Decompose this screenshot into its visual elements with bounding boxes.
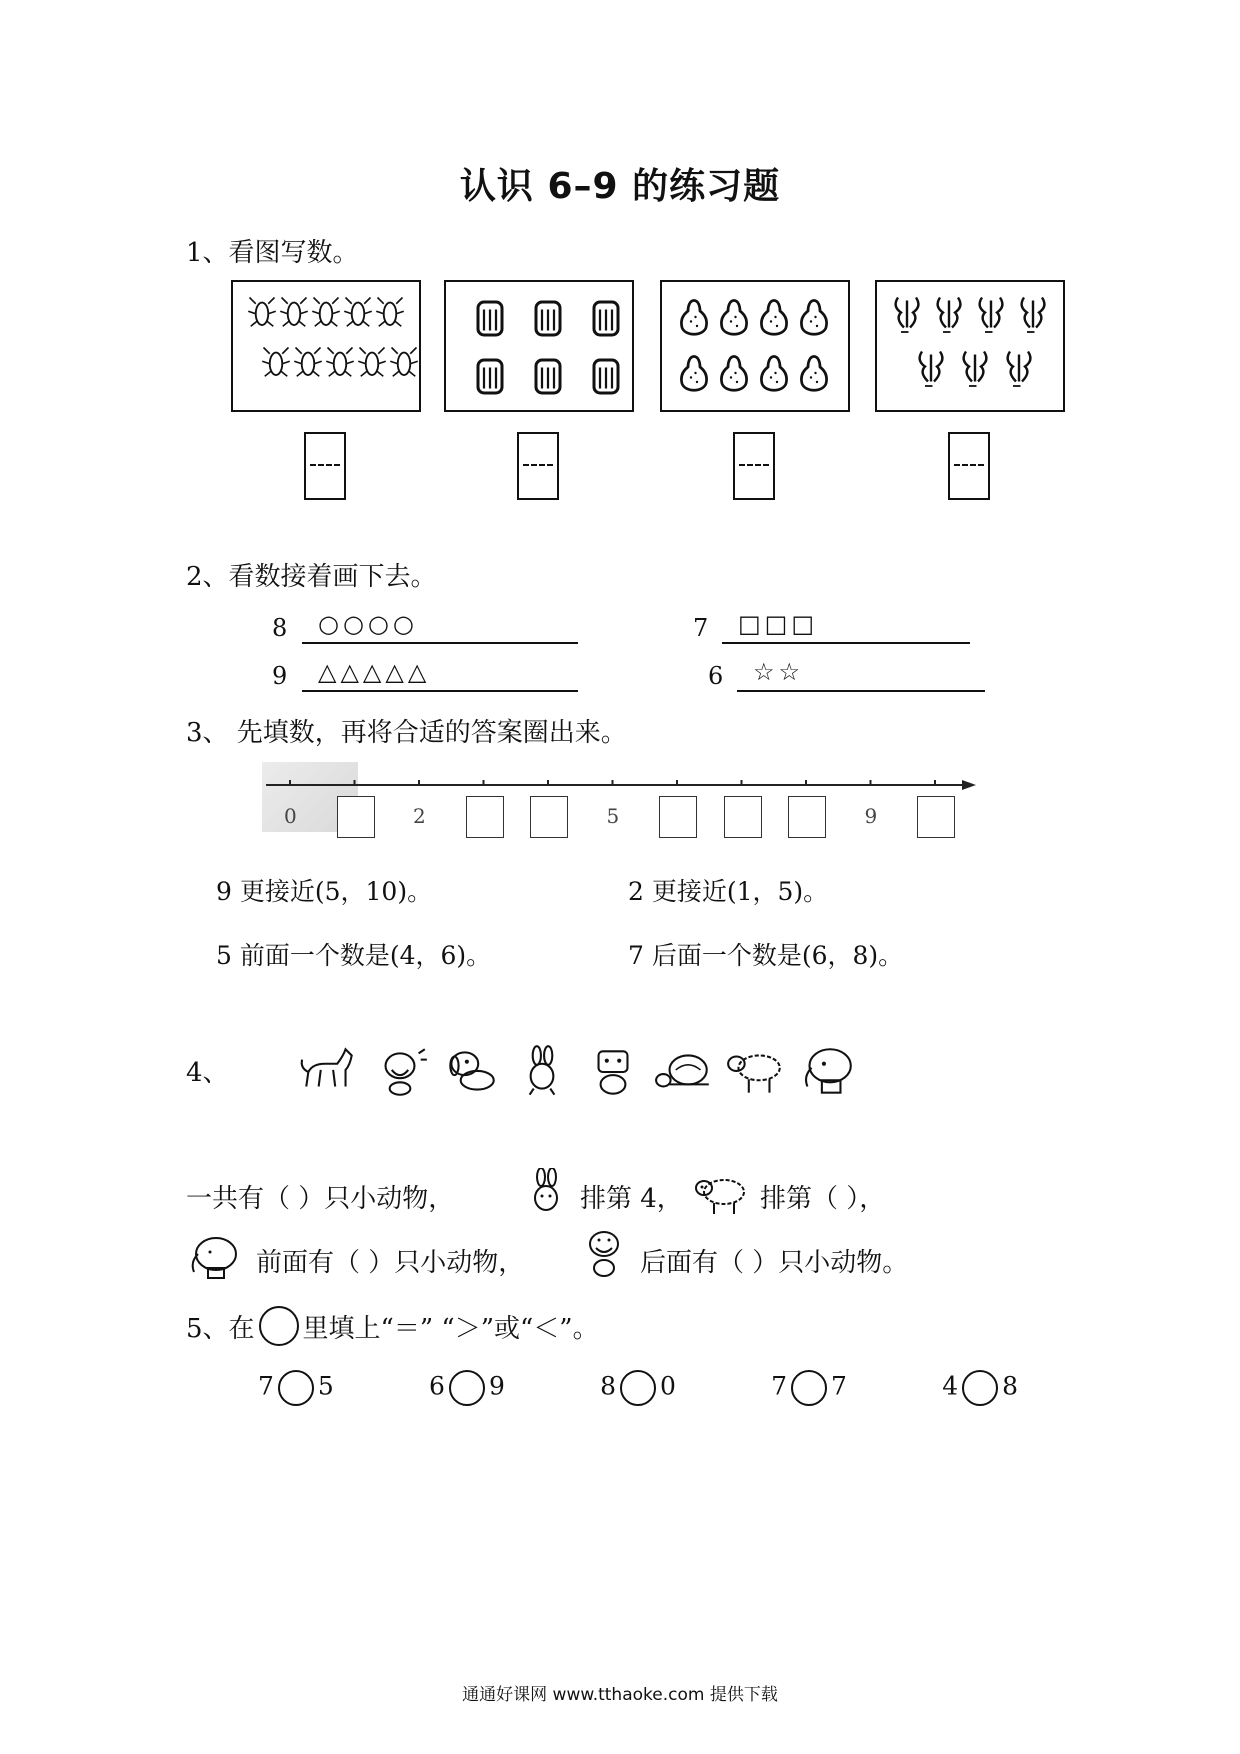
q5-answer-circle-2[interactable] [449, 1370, 485, 1406]
lobster-icon [357, 344, 387, 386]
dog-icon [578, 1222, 630, 1278]
lobster-icon [247, 294, 277, 336]
q5-pair-2 [429, 1370, 505, 1406]
horse-icon [298, 1040, 360, 1104]
q2-label: 2、看数接着画下去。 [186, 562, 437, 592]
turtle-icon [653, 1040, 715, 1104]
backpack-icon [472, 354, 508, 402]
sheep-icon [724, 1040, 786, 1104]
cabbage-icon [957, 344, 993, 392]
q2-num-8: 8 [272, 614, 288, 642]
number-line-label: 2 [413, 804, 426, 828]
q1-answer-box-4[interactable] [948, 432, 990, 500]
q1-answer-box-2[interactable] [517, 432, 559, 500]
pear-icon [676, 352, 712, 400]
q5-answer-circle-1[interactable] [278, 1370, 314, 1406]
lobster-icon [293, 344, 323, 386]
number-line-answer-box[interactable] [724, 796, 762, 838]
cabbage-icon [931, 290, 967, 338]
backpack-icon [588, 354, 624, 402]
backpack-icon [588, 296, 624, 344]
lobster-icon [389, 344, 419, 386]
cabbage-icon [913, 344, 949, 392]
pear-icon [716, 352, 752, 400]
q2-shapes-8: ○○○○ [318, 610, 418, 638]
q5-left-3: 8 [600, 1371, 616, 1401]
pear-icon [756, 352, 792, 400]
cabbage-icon [1015, 290, 1051, 338]
pear-icon [796, 352, 832, 400]
elephant-icon [186, 1232, 242, 1280]
cabbage-icon [1001, 344, 1037, 392]
backpack-icon [530, 296, 566, 344]
q5-label-a: 5、在 [186, 1313, 255, 1344]
cabbage-icon [889, 290, 925, 338]
number-line-answer-box[interactable] [917, 796, 955, 838]
q4-line1-a: 一共有（ ）只小动物， [186, 1184, 455, 1214]
q2-num-6: 6 [708, 662, 724, 690]
q3-item-3: 5 前面一个数是(4，6)。 [216, 941, 492, 970]
pear-icon [676, 296, 712, 344]
lobster-icon [325, 344, 355, 386]
q4-line2-a: 前面有（ ）只小动物， [256, 1248, 525, 1278]
q1-picture-box-2 [444, 280, 634, 412]
number-line-label: 9 [864, 804, 878, 828]
q2-draw-line-7[interactable] [722, 610, 970, 644]
q1-label: 1、看图写数。 [186, 238, 359, 268]
q4-line2-b: 后面有（ ）只小动物。 [640, 1248, 909, 1278]
answer-box-guide [523, 464, 553, 466]
q3-item-4: 7 后面一个数是(6，8)。 [628, 941, 904, 970]
number-line-answer-box[interactable] [530, 796, 568, 838]
rabbit-icon [511, 1040, 573, 1104]
pear-icon [756, 296, 792, 344]
q5-comparisons [258, 1370, 1018, 1406]
q2-draw-line-9[interactable] [302, 658, 578, 692]
q2-shapes-7: □□□ [738, 610, 819, 638]
q5-left-5: 4 [942, 1371, 959, 1401]
q5-pair-5 [942, 1370, 1018, 1406]
q1-picture-box-4 [875, 280, 1065, 412]
q5-left-2: 6 [429, 1371, 445, 1401]
backpack-icon [530, 354, 566, 402]
q5-right-5: 8 [1002, 1371, 1018, 1401]
number-line-answer-box[interactable] [337, 796, 375, 838]
q5-label [186, 1306, 599, 1346]
q5-pair-1 [258, 1370, 334, 1406]
answer-box-guide [739, 464, 769, 466]
q5-left-1: 7 [258, 1371, 274, 1401]
lobster-icon [311, 294, 341, 336]
q2-draw-line-8[interactable] [302, 610, 578, 644]
q5-right-3: 0 [660, 1371, 676, 1401]
q4-line1-b: 排第 4， [580, 1184, 683, 1214]
q3-item-2: 2 更接近(1，5)。 [628, 877, 829, 906]
q5-answer-circle-3[interactable] [620, 1370, 656, 1406]
q2-num-9: 9 [272, 662, 288, 690]
cat-icon [582, 1040, 644, 1104]
sheep-icon [692, 1168, 750, 1216]
q1-picture-box-1 [231, 280, 421, 412]
q5-label-b: 里填上“＝” “＞”或“＜”。 [302, 1313, 599, 1344]
answer-box-guide [954, 464, 984, 466]
cabbage-icon [973, 290, 1009, 338]
q2-shapes-9: △△△△△ [318, 658, 431, 686]
q1-picture-box-3 [660, 280, 850, 412]
q5-pair-4 [771, 1370, 847, 1406]
rabbit-icon [522, 1168, 570, 1216]
lobster-icon [343, 294, 373, 336]
q5-pair-3 [600, 1370, 676, 1406]
q2-shapes-6: ☆☆ [753, 658, 805, 686]
answer-box-guide [310, 464, 340, 466]
q5-left-4: 7 [771, 1371, 788, 1401]
q1-answer-box-1[interactable] [304, 432, 346, 500]
lobster-icon [375, 294, 405, 336]
q5-right-2: 9 [488, 1371, 505, 1401]
lobster-icon [279, 294, 309, 336]
q2-num-7: 7 [693, 614, 709, 642]
number-line-answer-box[interactable] [659, 796, 697, 838]
q5-right-4: 7 [831, 1371, 847, 1401]
q4-label: 4、 [186, 1058, 229, 1088]
number-line-label: 0 [284, 804, 297, 828]
page-title: 认识 6–9 的练习题 [459, 166, 781, 207]
dog-icon [369, 1040, 431, 1104]
number-line-label: 5 [606, 804, 620, 828]
lobster-icon [261, 344, 291, 386]
pear-icon [716, 296, 752, 344]
q3-label: 3、 先填数，再将合适的答案圈出来。 [186, 718, 627, 748]
q5-answer-circle-5[interactable] [962, 1370, 998, 1406]
circle-icon [259, 1306, 299, 1346]
q4-line1-c: 排第（ ）， [760, 1184, 886, 1214]
backpack-icon [472, 296, 508, 344]
q2-draw-line-6[interactable] [737, 658, 985, 692]
number-line-answer-box[interactable] [466, 796, 504, 838]
pear-icon [796, 296, 832, 344]
footer-credit: 通通好课网 www.tthaoke.com 提供下载 [462, 1685, 778, 1705]
q1-answer-box-3[interactable] [733, 432, 775, 500]
puppy-icon [440, 1040, 502, 1104]
q5-right-1: 5 [317, 1371, 334, 1401]
elephant-icon [795, 1040, 857, 1104]
q5-answer-circle-4[interactable] [791, 1370, 827, 1406]
q3-item-1: 9 更接近(5，10)。 [216, 877, 433, 906]
number-line-answer-box[interactable] [788, 796, 826, 838]
